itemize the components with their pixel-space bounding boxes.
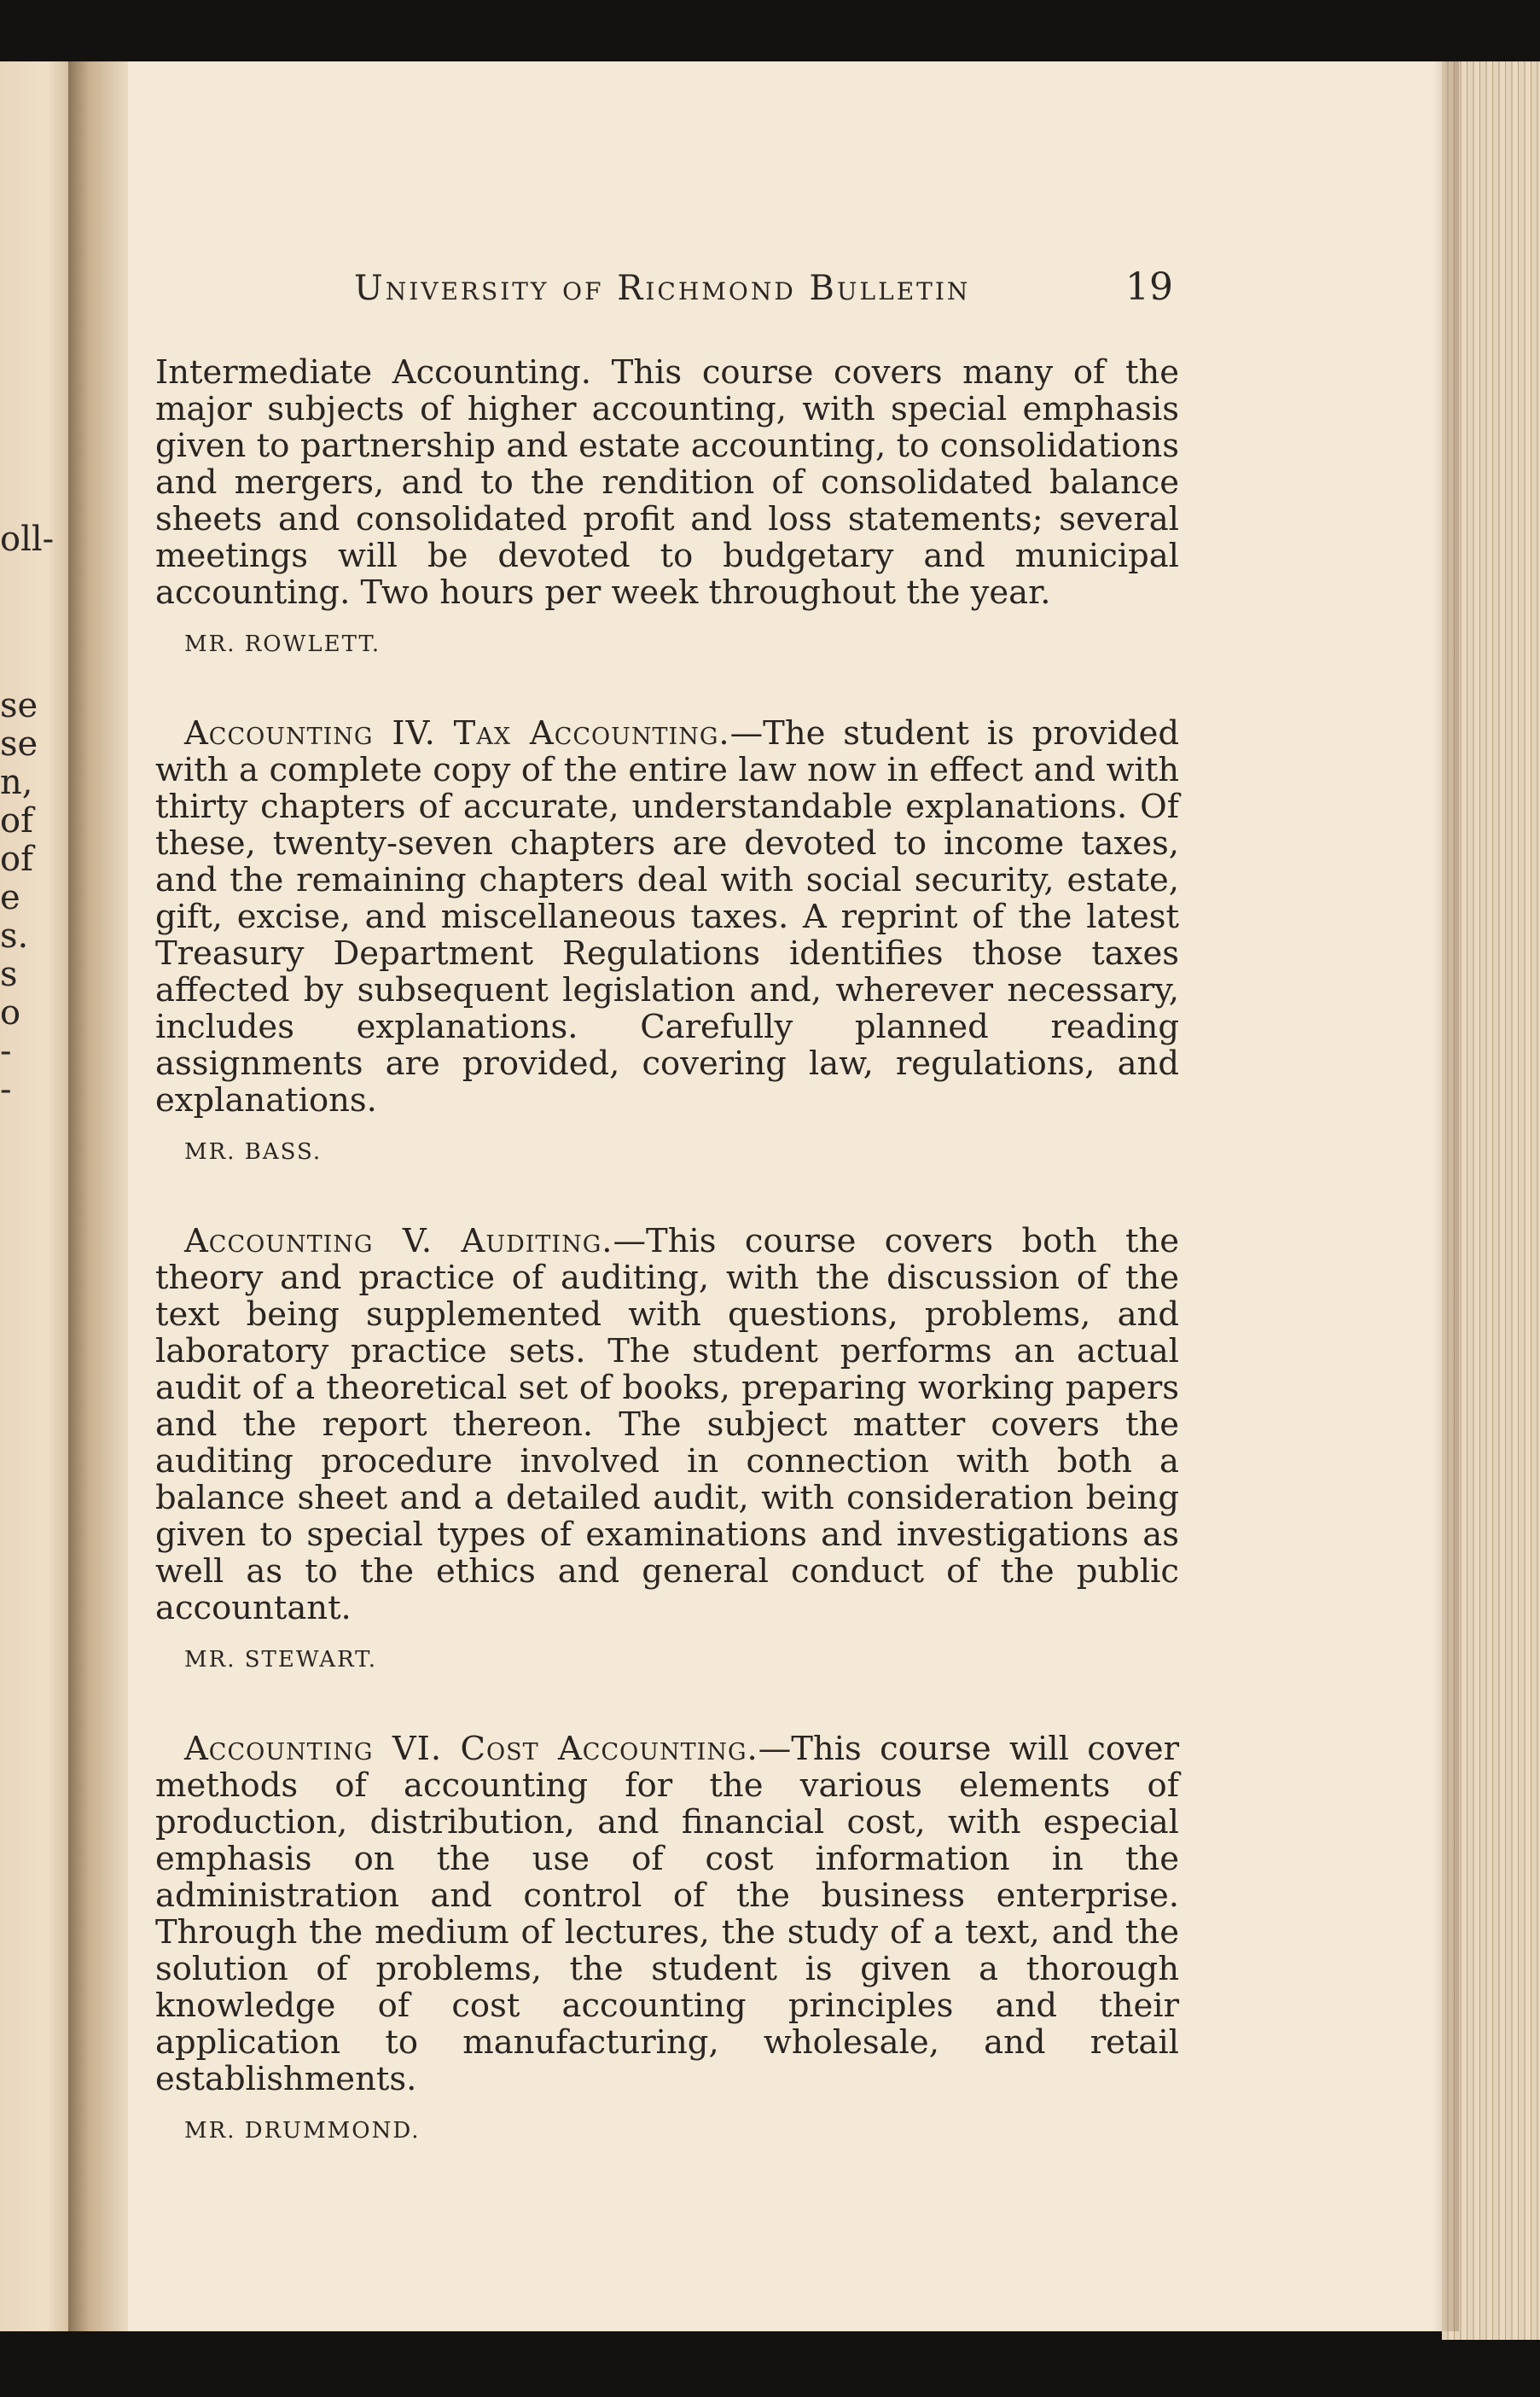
course-id: Accounting VI. — [184, 1730, 443, 1768]
course-entry — [155, 715, 1179, 1165]
left-page-fragment: - — [0, 1032, 12, 1071]
course-description-text: —This course covers both the theory and practice of auditing, with the discussion of the text being supplemented with questions, problems, and laboratory practice sets. The student performs an actual audit of a theoretical set of books, preparing working papers and the report thereon. The subject matter covers the auditing procedure involved in connection with both a balance sheet and a detailed audit, with consideration being given to special types of examinations and investigations as well as to the ethics and general conduct of the public accountant. — [155, 1222, 1180, 1627]
page-gutter-shadow — [68, 61, 128, 2331]
page-body — [155, 354, 1179, 2202]
course-description-text: —This course will cover methods of accounting for the various elements of production, distribution, and financial cost, with especial emphasis on the use of cost information in the administration and control of the business enterprise. Through the medium of lectures, the study of a text, and the solution of problems, the student is given a thorough knowledge of cost accounting principles and their application to manufacturing, wholesale, and retail establishments. — [155, 1730, 1179, 2098]
course-entry — [155, 1223, 1179, 1673]
course-title: Cost Accounting. — [460, 1730, 758, 1768]
page-edge-shadow — [1433, 61, 1459, 2331]
course-entry — [155, 354, 1179, 657]
course-id: Accounting V. — [184, 1222, 433, 1260]
course-description — [155, 354, 1179, 611]
left-page-fragment: - — [0, 1070, 12, 1109]
course-id: Accounting IV. — [184, 714, 436, 753]
course-description-text: —The student is provided with a complete copy of the entire law now in effect and with thirty chapters of accurate, understandable explanations. Of these, twenty-seven chapters are devoted to income taxes, and the remaining chapters deal with social security, estate, gift, excise, and miscellaneous taxes. A reprint of the latest Treasury Department Regulations identifies those taxes affected by subsequent legislation and, wherever necessary, includes explanations. Carefully planned reading assignments are provided, covering law, regulations, and explanations. — [155, 714, 1179, 1120]
previous-page-edge — [0, 61, 78, 2331]
instructor-name: MR. BASS. — [184, 1139, 323, 1165]
instructor-name: MR. STEWART. — [184, 1647, 377, 1673]
left-page-fragment: s — [0, 955, 18, 994]
course-description — [155, 715, 1179, 1119]
running-header — [354, 265, 1173, 320]
course-title: Auditing. — [461, 1222, 613, 1260]
left-page-fragment: n, — [0, 763, 33, 802]
left-page-fragment: s. — [0, 916, 29, 956]
course-description-text: Intermediate Accounting. This course covers many of the major subjects of higher accounting, with special emphasis given to partnership and estate accounting, to consolidations and mergers, and to the rendition of consolidated balance sheets and consolidated profit and loss statements; several meetings will be devoted to budgetary and municipal accounting. Two hours per week throughout the year. — [155, 353, 1179, 612]
left-page-fragment: of — [0, 840, 33, 879]
instructor-name: MR. DRUMMOND. — [184, 2118, 421, 2144]
course-description — [155, 1223, 1179, 1626]
course-description — [155, 1731, 1179, 2097]
left-page-fragment: o — [0, 993, 21, 1033]
left-page-fragment: of — [0, 801, 33, 841]
left-page-fragment: oll- — [0, 520, 55, 559]
left-page-fragment: se — [0, 724, 38, 764]
course-entry — [155, 1731, 1179, 2144]
instructor-name: MR. ROWLETT. — [184, 631, 381, 657]
page-number: 19 — [1125, 265, 1173, 309]
course-title: Tax Accounting. — [453, 714, 730, 753]
running-header-title: University of Richmond Bulletin — [354, 269, 971, 308]
left-page-fragment: e — [0, 878, 20, 917]
left-page-fragment: se — [0, 686, 38, 725]
